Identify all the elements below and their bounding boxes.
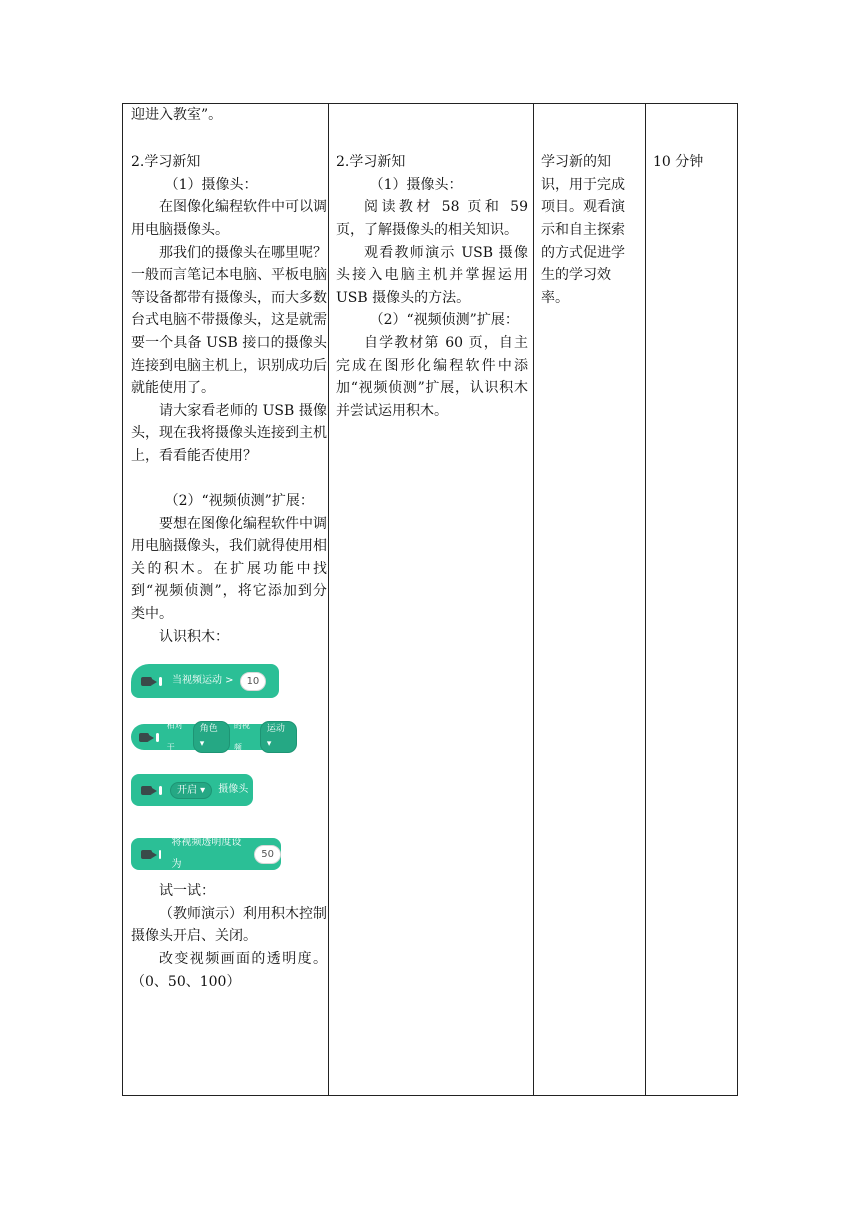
student-activity-cell (336, 104, 528, 422)
subheading-video-extension: （2）“视频侦测”扩展： (369, 312, 519, 329)
camera-icon (141, 850, 152, 859)
section-heading: 2.学习新知 (336, 154, 406, 171)
command-block-shape (131, 774, 253, 806)
block-label: 相对于 (166, 720, 183, 753)
column-divider (328, 104, 329, 1095)
time-text: 10 分钟 (653, 154, 704, 171)
paragraph: 自学教材第 60 页，自主完成在图形化编程软件中添加“视频侦测”扩展，认识积木并尝试运用积木。 (336, 334, 528, 419)
paragraph: 认识积木： (159, 628, 229, 645)
block-dropdown: 角色 ▾ (193, 721, 230, 753)
block-value: 50 (254, 845, 281, 864)
block-label: 的视频 (233, 720, 250, 753)
subheading-camera: （1）摄像头： (369, 176, 463, 193)
camera-icon (139, 733, 149, 742)
paragraph: 那我们的摄像头在哪里呢？一般而言笔记本电脑、平板电脑等设备都带有摄像头，而大多数台式电脑不带摄像头，这是就需要一个具备 USB 接口的摄像头连接到电脑主机上，识别成功后就能使用了。 (131, 244, 327, 397)
paragraph: 改变视频画面的透明度。（0、50、100） (131, 951, 327, 990)
block-label: 当视频运动 > (172, 674, 234, 686)
reporter-block-shape (131, 720, 297, 753)
design-intent-cell (541, 104, 637, 309)
block-label: 摄像头 (218, 783, 249, 795)
block-video-relative (131, 712, 327, 752)
design-intent-text: 学习新的知识，用于完成项目。观看演示和自主探索的方式促进学生的学习效率。 (541, 154, 625, 306)
block-when-video-motion (131, 652, 327, 708)
paragraph: 在图像化编程软件中可以调用电脑摄像头。 (131, 199, 327, 238)
lesson-table (122, 103, 738, 1096)
time-cell (653, 104, 733, 174)
camera-icon (141, 677, 152, 686)
column-divider (645, 104, 646, 1095)
paragraph: 试一试： (159, 883, 215, 900)
block-turn-camera (131, 756, 327, 812)
command-block-shape (131, 838, 281, 870)
column-divider (533, 104, 534, 1095)
block-label: 将视频透明度设为 (171, 836, 242, 871)
subheading-camera: （1）摄像头： (164, 176, 258, 193)
top-line: 迎进入教室”。 (131, 107, 223, 123)
paragraph: 要想在图像化编程软件中调用电脑摄像头，我们就得使用相关的积木。在扩展功能中找到“视频侦测”，将它添加到分类中。 (131, 515, 327, 623)
paragraph: （教师演示）利用积木控制摄像头开启、关闭。 (131, 905, 327, 945)
block-dropdown: 开启 ▾ (170, 782, 212, 799)
section-heading: 2.学习新知 (131, 154, 201, 171)
hat-block-shape (131, 664, 279, 698)
block-value: 10 (240, 672, 267, 691)
block-set-transparency (131, 816, 327, 878)
paragraph: 阅读教材 58 页和 59 页，了解摄像头的相关知识。 (336, 199, 528, 238)
subheading-video-extension: （2）“视频侦测”扩展： (164, 493, 314, 510)
camera-icon (141, 786, 152, 795)
block-dropdown: 运动 ▾ (260, 721, 297, 753)
teacher-activity-cell (131, 104, 327, 993)
paragraph: 观看教师演示 USB 摄像头接入电脑主机并掌握运用 USB 摄像头的方法。 (336, 244, 528, 306)
paragraph: 请大家看老师的 USB 摄像头，现在我将摄像头连接到主机上，看看能否使用？ (131, 402, 327, 464)
